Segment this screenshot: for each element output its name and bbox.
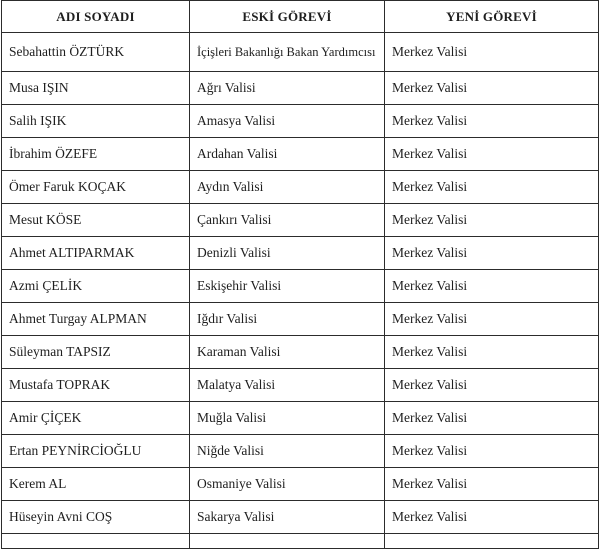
cell-old-role: Iğdır Valisi	[190, 303, 385, 336]
cell-old-role: Muğla Valisi	[190, 402, 385, 435]
cell-old-role: Niğde Valisi	[190, 435, 385, 468]
cell-new-role: Merkez Valisi	[385, 171, 599, 204]
cell-old-role: Amasya Valisi	[190, 105, 385, 138]
cell-old-role: Eskişehir Valisi	[190, 270, 385, 303]
table-row	[2, 468, 599, 501]
cell-new-role: Merkez Valisi	[385, 33, 599, 72]
cell-empty	[2, 534, 190, 549]
table-row	[2, 138, 599, 171]
cell-new-role: Merkez Valisi	[385, 369, 599, 402]
cell-new-role: Merkez Valisi	[385, 336, 599, 369]
table-row	[2, 204, 599, 237]
cell-new-role: Merkez Valisi	[385, 204, 599, 237]
table-row	[2, 435, 599, 468]
table-row	[2, 303, 599, 336]
table-row	[2, 369, 599, 402]
cell-new-role: Merkez Valisi	[385, 402, 599, 435]
cell-new-role: Merkez Valisi	[385, 105, 599, 138]
header-name: ADI SOYADI	[2, 1, 190, 33]
cell-old-role: İçişleri Bakanlığı Bakan Yardımcısı	[190, 33, 385, 72]
appointments-table	[1, 0, 599, 549]
cell-name: Ertan PEYNİRCİOĞLU	[2, 435, 190, 468]
table-row	[2, 237, 599, 270]
table-row	[2, 33, 599, 72]
cell-old-role: Çankırı Valisi	[190, 204, 385, 237]
header-new-role: YENİ GÖREVİ	[385, 1, 599, 33]
cell-name: Salih IŞIK	[2, 105, 190, 138]
cell-new-role: Merkez Valisi	[385, 468, 599, 501]
cell-new-role: Merkez Valisi	[385, 237, 599, 270]
table-row	[2, 72, 599, 105]
cell-name: Ömer Faruk KOÇAK	[2, 171, 190, 204]
cell-name: Sebahattin ÖZTÜRK	[2, 33, 190, 72]
cell-new-role: Merkez Valisi	[385, 435, 599, 468]
cell-empty	[190, 534, 385, 549]
cell-empty	[385, 534, 599, 549]
cell-new-role: Merkez Valisi	[385, 501, 599, 534]
cell-name: İbrahim ÖZEFE	[2, 138, 190, 171]
cell-name: Hüseyin Avni COŞ	[2, 501, 190, 534]
header-row	[2, 1, 599, 33]
table-body	[2, 33, 599, 549]
cell-name: Azmi ÇELİK	[2, 270, 190, 303]
cell-name: Mesut KÖSE	[2, 204, 190, 237]
header-old-role: ESKİ GÖREVİ	[190, 1, 385, 33]
cell-new-role: Merkez Valisi	[385, 303, 599, 336]
cell-new-role: Merkez Valisi	[385, 72, 599, 105]
cell-name: Musa IŞIN	[2, 72, 190, 105]
cell-old-role: Karaman Valisi	[190, 336, 385, 369]
cell-old-role: Denizli Valisi	[190, 237, 385, 270]
cell-old-role: Aydın Valisi	[190, 171, 385, 204]
document-page	[1, 0, 598, 549]
table-header	[2, 1, 599, 33]
cell-name: Kerem AL	[2, 468, 190, 501]
table-row	[2, 402, 599, 435]
cell-new-role: Merkez Valisi	[385, 270, 599, 303]
cell-name: Süleyman TAPSIZ	[2, 336, 190, 369]
cell-old-role: Ardahan Valisi	[190, 138, 385, 171]
cell-name: Amir ÇİÇEK	[2, 402, 190, 435]
table-row	[2, 270, 599, 303]
cell-old-role: Osmaniye Valisi	[190, 468, 385, 501]
cell-name: Ahmet ALTIPARMAK	[2, 237, 190, 270]
table-row	[2, 336, 599, 369]
cell-old-role: Ağrı Valisi	[190, 72, 385, 105]
cell-new-role: Merkez Valisi	[385, 138, 599, 171]
cell-name: Ahmet Turgay ALPMAN	[2, 303, 190, 336]
table-row	[2, 171, 599, 204]
cell-name: Mustafa TOPRAK	[2, 369, 190, 402]
table-row	[2, 501, 599, 534]
cell-old-role: Malatya Valisi	[190, 369, 385, 402]
table-row-cut-off	[2, 534, 599, 549]
cell-old-role: Sakarya Valisi	[190, 501, 385, 534]
table-row	[2, 105, 599, 138]
